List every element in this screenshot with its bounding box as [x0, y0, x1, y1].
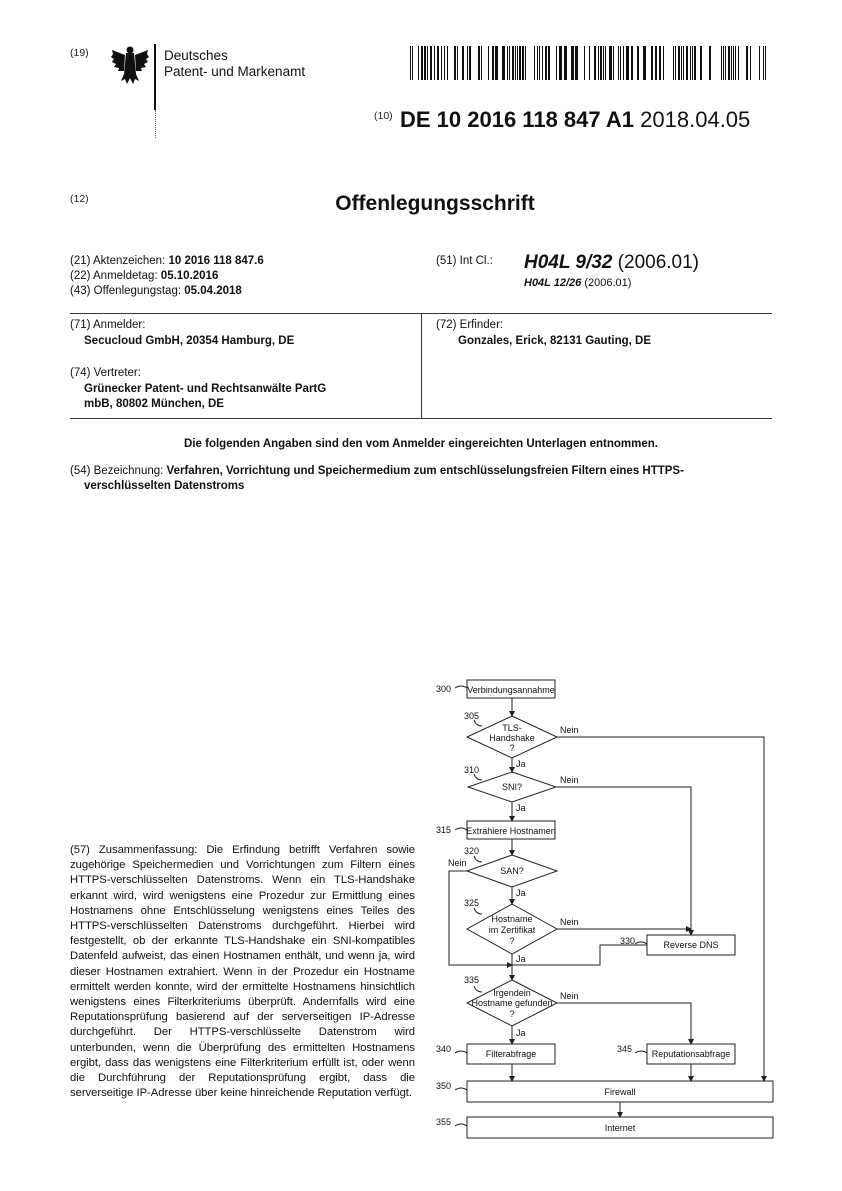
ipc-main-version: (2006.01): [617, 252, 700, 273]
label-335: 335: [464, 975, 480, 985]
representative-block: [70, 366, 326, 412]
no-310: Nein: [560, 775, 579, 785]
text-box-300: Verbindungsannahme: [467, 685, 555, 695]
text-box-315: Extrahiere Hostnamen: [466, 826, 556, 836]
yes-335: Ja: [516, 1028, 526, 1038]
ipc-second: H04L 12/26: [524, 277, 582, 289]
label-310: 310: [464, 765, 480, 775]
office-name-line2: Patent- und Markenamt: [164, 64, 306, 79]
no-325: Nein: [560, 917, 579, 927]
text-305-l2: Handshake: [489, 733, 535, 743]
document-type-title: Offenlegungsschrift: [335, 192, 535, 215]
f57-label: (57) Zusammenfassung:: [70, 844, 198, 856]
applicant-block: [70, 318, 294, 349]
label-330: 330: [620, 936, 636, 946]
bib-left: [70, 254, 264, 299]
inventor-block: [436, 318, 651, 349]
ipc-second-version: (2006.01): [584, 277, 632, 289]
ipc-main-row: [524, 252, 699, 274]
text-box-345: Reputationsabfrage: [651, 1049, 731, 1059]
filing-date-row: [70, 269, 264, 284]
bib-rule-bottom: [70, 418, 772, 419]
abstract-text: Die Erfindung betrifft Verfahren sowie zugehörige Speichermedien und Vorrichtungen zum Filtern eines HTTPS-verschlüsselten Datenstroms. Wenn ein TLS-Handshake erkannt wird, wird wenigstens eine Prozedur zur Ermittlung eines Hostnamens ohne Entschlüsselung wenigstens eines Teiles des HTTPS-verschlüsselten Datenstroms durchgeführt. Hierbei wird festgestellt, ob der erkannte TLS-Handshake ein SNI-kompatibles Datenfeld aufweist, das einen Hostnamen enthält, und wenn ja, wird dieser Hostnamen extrahiert. Wenn in der Prozedur ein Hostname ermittelt werden konnte, wird der ermittelte Hostnamens hinsichtlich wenigstens eines Filterkriteriums überprüft. Andernfalls wird eine Reputationsprüfung basierend auf der serverseitigen IP-Adresse durchgeführt. Der HTTPS-verschlüsselte Datenstrom wird unterbunden, wenn die Überprüfung des ermittelten Hostnamens ergibt, dass das wenigstens eine Filterkriterium erfüllt ist, oder wenn die Durchführung der Reputationsprüfung ergibt, dass die serverseitige IP-Adresse über keine hinreichende Reputation verfügt.: [70, 844, 416, 1100]
publication-date: 2018.04.05: [640, 107, 751, 132]
barcode: [410, 46, 772, 80]
inventor-value: Gonzales, Erick, 82131 Gauting, DE: [458, 335, 652, 347]
label-345: 345: [617, 1044, 633, 1054]
publication-number: DE 10 2016 118 847 A1: [400, 107, 635, 132]
office-name-line1: Deutsches: [164, 48, 228, 63]
text-box-330: Reverse DNS: [663, 940, 719, 950]
f71-label: (71) Anmelder:: [70, 319, 146, 331]
f72-label: (72) Erfinder:: [436, 319, 504, 331]
inid-12: (12): [70, 193, 89, 205]
text-box-340: Filterabfrage: [485, 1049, 537, 1059]
ipc-second-row: [524, 277, 631, 289]
text-325-l2: im Zertifikat: [488, 925, 536, 935]
f21-label: (21) Aktenzeichen:: [70, 255, 166, 267]
label-320: 320: [464, 846, 480, 856]
title-54: [70, 464, 772, 494]
text-335-l2: Hostname gefunden: [471, 998, 553, 1008]
text-325-l3: ?: [509, 936, 515, 946]
inid-10: (10): [374, 110, 393, 122]
title-line1: Verfahren, Vorrichtung und Speichermedium zum entschlüsselungsfreien Filtern eines HTTPS-: [166, 465, 684, 477]
f74-label: (74) Vertreter:: [70, 367, 141, 379]
text-335-l1: Irgendein: [493, 988, 531, 998]
yes-305: Ja: [516, 759, 526, 769]
yes-310: Ja: [516, 803, 526, 813]
text-box-350: Firewall: [604, 1087, 636, 1097]
notice: Die folgenden Angaben sind den vom Anmelder eingereichten Unterlagen entnommen.: [184, 438, 658, 450]
label-355: 355: [436, 1117, 452, 1127]
label-315: 315: [436, 825, 452, 835]
logo-divider-dotted: [155, 110, 156, 138]
abstract: [70, 843, 415, 1101]
title-line2: verschlüsselten Datenstroms: [84, 480, 245, 492]
f54-label: (54) Bezeichnung:: [70, 465, 164, 477]
text-box-355: Internet: [604, 1123, 636, 1133]
logo-divider: [154, 44, 156, 110]
label-305: 305: [464, 711, 480, 721]
flowchart: [430, 672, 780, 1152]
no-335: Nein: [560, 991, 579, 1001]
representative-line1: Grünecker Patent- und Rechtsanwälte PartG: [84, 383, 327, 395]
text-320: SAN?: [500, 866, 524, 876]
application-number-row: [70, 254, 264, 269]
f21-value: 10 2016 118 847.6: [168, 255, 264, 267]
yes-320: Ja: [516, 888, 526, 898]
label-300: 300: [436, 684, 452, 694]
publication-date-row: [70, 284, 264, 299]
f43-label: (43) Offenlegungstag:: [70, 285, 182, 297]
label-350: 350: [436, 1081, 452, 1091]
f22-label: (22) Anmeldetag:: [70, 270, 158, 282]
no-305: Nein: [560, 725, 579, 735]
f22-value: 05.10.2016: [160, 270, 219, 282]
text-305-l1: TLS-: [502, 723, 522, 733]
no-320: Nein: [448, 858, 467, 868]
applicant-value: Secucloud GmbH, 20354 Hamburg, DE: [84, 335, 295, 347]
text-335-l3: ?: [509, 1009, 515, 1019]
text-325-l1: Hostname: [491, 914, 533, 924]
text-305-l3: ?: [509, 743, 515, 753]
label-325: 325: [464, 898, 480, 908]
eagle-logo-icon: [110, 44, 150, 88]
text-310: SNI?: [501, 782, 523, 792]
inid-19: (19): [70, 47, 89, 59]
label-340: 340: [436, 1044, 452, 1054]
f43-value: 05.04.2018: [184, 285, 242, 297]
yes-325: Ja: [516, 954, 526, 964]
publication-number-line: [400, 107, 750, 133]
bib-rule-vertical: [421, 313, 422, 418]
ipc-main: H04L 9/32: [524, 252, 613, 273]
representative-line2: mbB, 80802 München, DE: [84, 398, 224, 410]
office-name: [164, 48, 305, 80]
f51-label: (51) Int Cl.:: [436, 255, 493, 267]
